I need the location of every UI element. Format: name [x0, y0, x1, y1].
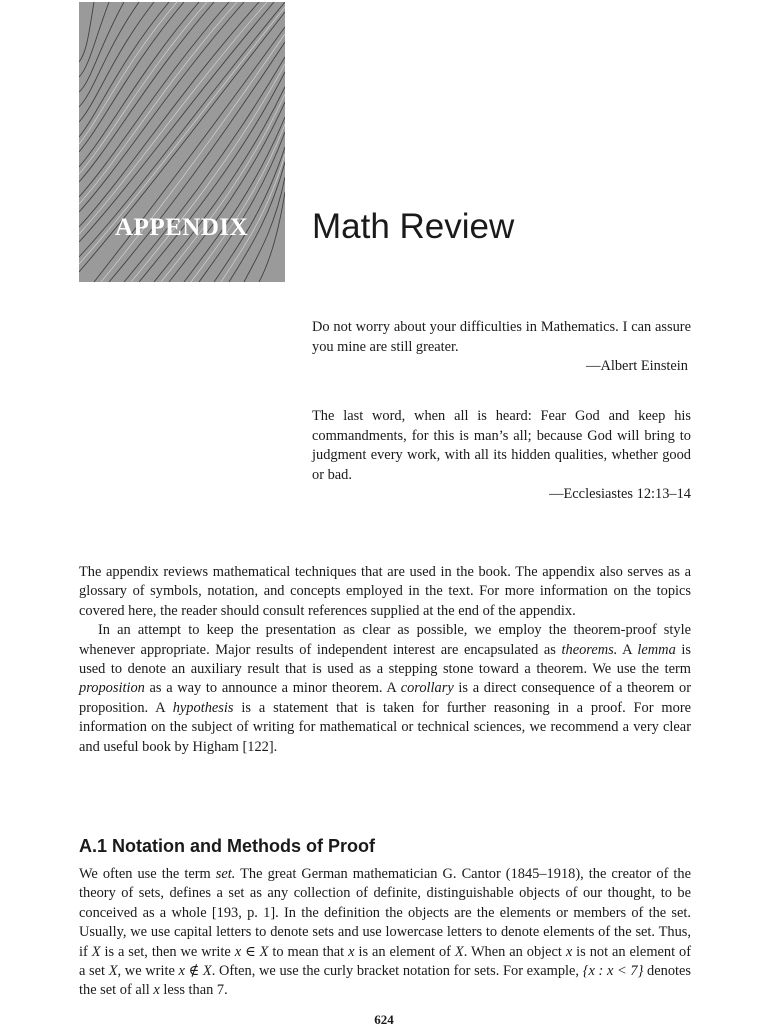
- epigraph-text: The last word, when all is heard: Fear God and keep his commandments, for this is man’s all; because God will bring to judgment every work, with all its hidden qualities, whether good or bad.: [312, 408, 691, 483]
- epigraph-attribution: —Albert Einstein: [586, 358, 688, 374]
- text-run: is a direct consequence of a theorem or proposition. A: [79, 680, 691, 716]
- math-expression: x ∈ X: [234, 943, 269, 960]
- intro-paragraph: The appendix reviews mathematical techniques that are used in the book. The appendix also serves as a glossary of symbols, notation, and concepts employed in the text. For more information on the topics covered here, the reader should consult references supplied at the end of the appendix.: [79, 564, 691, 619]
- term-theorems: theorems.: [561, 641, 618, 658]
- text-run: , we write: [117, 963, 179, 980]
- term-proposition: proposition: [79, 680, 145, 697]
- epigraph-attribution: —Ecclesiastes 12:13–14: [549, 486, 691, 502]
- chapter-title: Math Review: [312, 207, 515, 246]
- term-corollary: corollary: [400, 680, 454, 697]
- text-run: The great German mathematician G. Cantor (1845–1918), the creator of the theory of sets, defines a set as any collection of definite, distinguishable objects of our thought, to be conceived as a whole [193, p. 1]. In the definition the objects are the elements or members of the set. Usually, we use capital letters to denote sets and use lowercase letters to denote elements of the set. Thus, if: [79, 866, 691, 960]
- appendix-label: APPENDIX: [115, 214, 249, 241]
- epigraph-einstein: [312, 318, 691, 377]
- math-expression: {x : x < 7}: [582, 963, 644, 980]
- section-paragraph: [79, 865, 691, 1001]
- text-run: is a statement that is taken for further reasoning in a proof. For more information on the subject of writing for mathematical or technical sciences, we recommend a very clear and useful book by Higham [122].: [79, 699, 691, 755]
- text-run: . When an object: [463, 943, 566, 960]
- text-run: is a set, then we write: [100, 943, 235, 960]
- math-symbol: x: [348, 943, 355, 960]
- section-body: [79, 865, 691, 1001]
- text-run: is an element of: [354, 943, 455, 960]
- text-run: as a way to announce a minor theorem. A: [144, 680, 401, 697]
- text-run: is used to denote an auxiliary result that is used as a stepping stone toward a theorem. We use the term: [79, 641, 691, 678]
- intro-section: [79, 563, 691, 757]
- text-run: We often use the term: [79, 866, 216, 882]
- math-symbol: X: [454, 943, 464, 960]
- page-number: 624: [374, 1012, 394, 1027]
- math-symbol: X: [108, 963, 118, 980]
- text-run: In an attempt to keep the presentation as clear as possible, we employ the theorem-proof style whenever appropriate. Major results of independent interest are encapsulated as: [79, 622, 691, 658]
- intro-paragraph-theorem-style: [79, 621, 691, 757]
- math-symbol: X: [91, 943, 101, 960]
- text-run: denotes the set of all: [79, 963, 692, 999]
- text-run: to mean that: [268, 943, 349, 960]
- epigraph-text: Do not worry about your difficulties in Mathematics. I can assure you mine are still greater.: [312, 319, 691, 355]
- text-run: less than 7.: [159, 982, 228, 999]
- text-run: is not an element of a set: [79, 943, 692, 980]
- term-hypothesis: hypothesis: [172, 699, 234, 716]
- term-set: set.: [215, 866, 236, 882]
- math-symbol: x: [565, 943, 573, 960]
- math-symbol: x: [153, 982, 160, 999]
- chapter-art-panel: [79, 2, 285, 282]
- section-heading: A.1 Notation and Methods of Proof: [79, 836, 375, 856]
- math-expression: x ∉ X: [178, 963, 212, 980]
- text-run: A: [617, 641, 638, 658]
- text-run: . Often, we use the curly bracket notation for sets. For example,: [211, 963, 583, 980]
- term-lemma: lemma: [637, 641, 676, 658]
- epigraph-ecclesiastes: [312, 407, 691, 505]
